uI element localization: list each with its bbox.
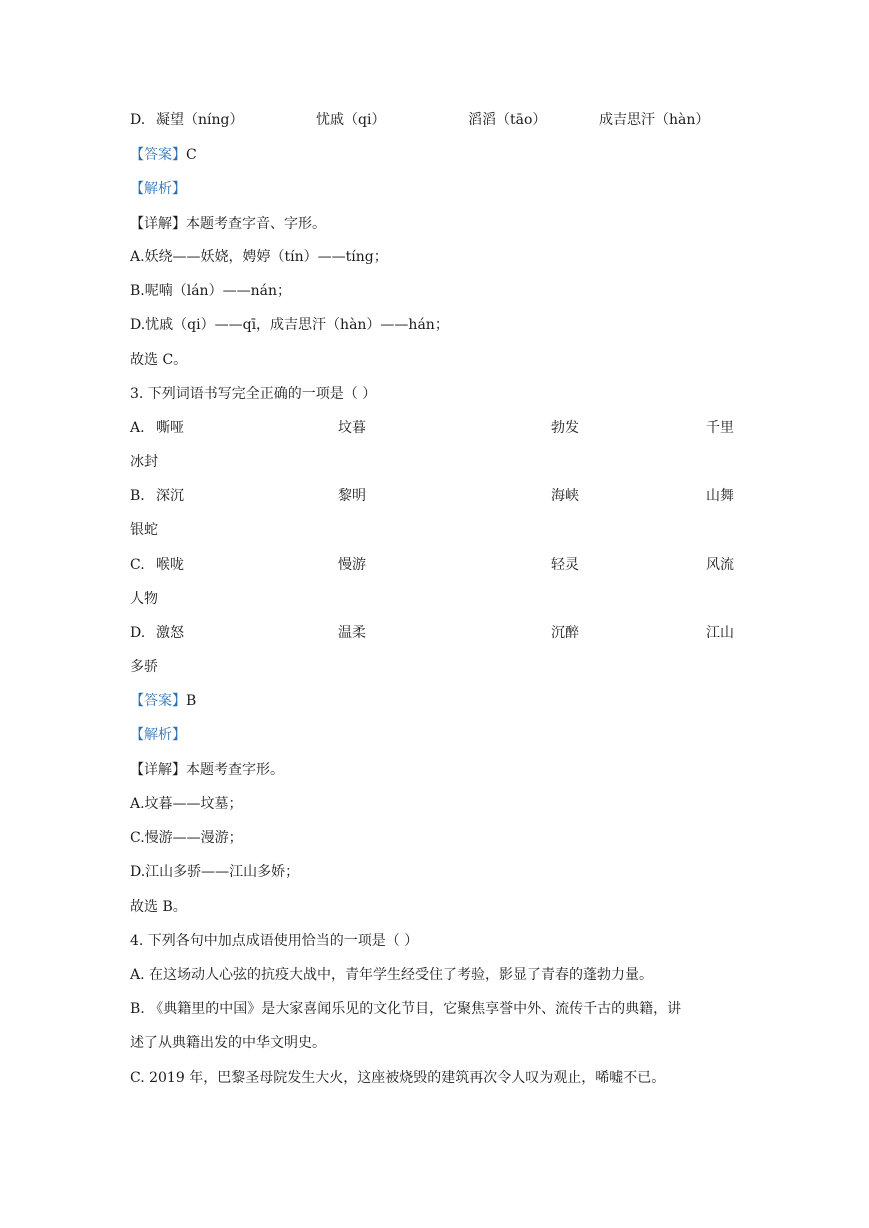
q4-option-b-line2: 述了从典籍出发的中华文明史。 (130, 1035, 326, 1051)
q3-d-word-2: 温柔 (338, 625, 366, 641)
q2-detail-d: D.忧戚（qi）——qī，成吉思汗（hàn）——hán； (130, 317, 449, 333)
q3-conclusion: 故选 B。 (130, 899, 187, 915)
answer-tag: 【答案】 (130, 147, 186, 163)
q3-a-word-4b: 冰封 (130, 454, 158, 470)
option-label: C. (130, 557, 145, 573)
q2-analysis-tag: 【解析】 (130, 181, 186, 197)
q3-option-c (130, 555, 750, 575)
q3-c-word-1: 喉咙 (156, 557, 184, 573)
q3-d-word-1: 激怒 (156, 625, 184, 641)
q2-d-word-2: 忧戚（qi） (316, 112, 386, 128)
q4-option-b-line1: B. 《典籍里的中国》是大家喜闻乐见的文化节目，它聚焦享誉中外、流传千古的典籍，讲 (130, 1001, 682, 1017)
q3-a-word-1: 嘶哑 (156, 420, 184, 436)
q2-option-d (130, 110, 750, 130)
q2-detail-a: A.妖绕——妖娆，娉婷（tín）——tíng； (130, 249, 388, 265)
q3-c-word-4b: 人物 (130, 591, 158, 607)
answer-value: B (186, 693, 197, 709)
q2-conclusion: 故选 C。 (130, 352, 188, 368)
option-label: B. (130, 488, 145, 504)
q3-option-d (130, 623, 750, 643)
q2-d-word-1: 凝望（níng） (156, 112, 244, 128)
q3-b-word-1: 深沉 (156, 488, 184, 504)
q3-a-word-3: 勃发 (551, 420, 579, 436)
option-label: D. (130, 625, 146, 641)
q3-d-word-3: 沉醉 (551, 625, 579, 641)
q2-detail-b: B.呢喃（lán）——nán； (130, 283, 291, 299)
q3-analysis-tag: 【解析】 (130, 727, 186, 743)
q3-b-word-4a: 山舞 (706, 488, 734, 504)
q3-a-word-2: 坟暮 (338, 420, 366, 436)
q3-detail-intro: 【详解】本题考查字形。 (130, 762, 284, 778)
q3-d-word-4a: 江山 (706, 625, 734, 641)
q3-b-word-4b: 银蛇 (130, 522, 158, 538)
option-label: A. (130, 420, 145, 436)
q3-c-word-4a: 风流 (706, 557, 734, 573)
q3-stem: 3. 下列词语书写完全正确的一项是（ ） (130, 386, 377, 402)
q2-d-word-3: 滔滔（tāo） (468, 112, 547, 128)
q3-option-a (130, 418, 750, 438)
q3-b-word-3: 海峡 (551, 488, 579, 504)
q2-answer (130, 145, 197, 165)
q2-d-word-4: 成吉思汗（hàn） (599, 112, 710, 128)
q3-detail-c: C.慢游——漫游； (130, 830, 243, 846)
q2-detail-intro: 【详解】本题考查字音、字形。 (130, 216, 326, 232)
q3-c-word-3: 轻灵 (551, 557, 579, 573)
q3-option-b (130, 486, 750, 506)
q4-option-a: A. 在这场动人心弦的抗疫大战中，青年学生经受住了考验，影显了青春的蓬勃力量。 (130, 967, 654, 983)
q3-answer (130, 691, 196, 711)
q4-option-c: C. 2019 年，巴黎圣母院发生大火，这座被烧毁的建筑再次令人叹为观止，唏嘘不已。 (130, 1070, 666, 1086)
q3-detail-a: A.坟暮——坟墓； (130, 796, 243, 812)
q3-detail-d: D.江山多骄——江山多娇； (130, 864, 300, 880)
q3-d-word-4b: 多骄 (130, 659, 158, 675)
q3-a-word-4a: 千里 (706, 420, 734, 436)
answer-tag: 【答案】 (130, 693, 186, 709)
q3-c-word-2: 慢游 (338, 557, 366, 573)
q4-stem: 4. 下列各句中加点成语使用恰当的一项是（ ） (130, 933, 419, 949)
q3-b-word-2: 黎明 (338, 488, 366, 504)
answer-value: C (186, 147, 197, 163)
option-label: D. (130, 112, 146, 128)
